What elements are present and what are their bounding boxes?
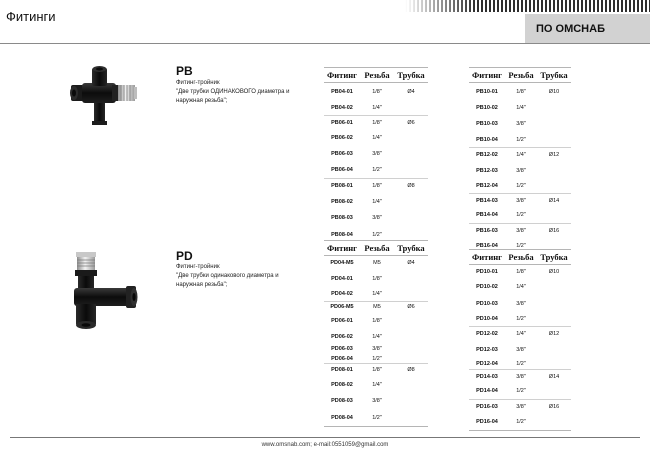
tube-diameter xyxy=(394,410,428,427)
fitting-code: PB14-04 xyxy=(476,212,498,219)
table-row xyxy=(469,313,571,327)
thread-size: 1/2" xyxy=(516,388,526,395)
fitting-code: PB08-02 xyxy=(331,198,353,205)
fitting-code: PD12-03 xyxy=(476,346,498,353)
pd-description-line1: Фитинг-тройник xyxy=(176,264,220,270)
thread-size: 1/2" xyxy=(516,316,526,323)
table-row xyxy=(324,131,428,146)
tube-diameter xyxy=(394,344,428,355)
tube-diameter: Ø6 xyxy=(394,116,428,131)
table-row xyxy=(324,163,428,179)
table-row xyxy=(469,414,571,431)
tube-diameter xyxy=(537,341,571,359)
tube-diameter: Ø14 xyxy=(537,370,571,384)
col-fitting: Фитинг xyxy=(324,68,360,83)
pd-fitting-image xyxy=(68,250,140,334)
table-row xyxy=(469,384,571,400)
table-row xyxy=(469,359,571,370)
thread-size: 1/4" xyxy=(372,334,382,340)
fitting-code: PD10-03 xyxy=(476,301,498,307)
fitting-code: PB16-03 xyxy=(469,224,505,238)
tube-diameter: Ø10 xyxy=(548,268,560,275)
pd-series-title: PD xyxy=(176,249,193,263)
fitting-code: PB06-02 xyxy=(331,135,353,141)
fitting-code: PD06-02 xyxy=(331,334,353,340)
fitting-code: PB12-02 xyxy=(469,148,505,162)
pb-table-2 xyxy=(469,67,571,255)
tube-diameter xyxy=(537,208,571,224)
fitting-code: PB04-01 xyxy=(331,88,353,95)
fitting-code: PB08-01 xyxy=(324,179,360,194)
thread-size: 1/2" xyxy=(360,410,394,427)
tube-diameter: Ø4 xyxy=(407,88,415,95)
tube-diameter xyxy=(394,194,428,210)
fitting-code: PD12-02 xyxy=(469,327,505,341)
table-row xyxy=(469,148,571,162)
table-row xyxy=(324,256,428,271)
table-row xyxy=(324,302,428,312)
thread-size: 1/2" xyxy=(516,183,526,190)
tube-diameter: Ø14 xyxy=(537,194,571,208)
fitting-code: PD06-03 xyxy=(331,346,353,352)
thread-size: 3/8" xyxy=(516,121,526,127)
fitting-code: PD10-02 xyxy=(476,284,498,290)
thread-size: 1/2" xyxy=(505,414,537,431)
fitting-code: PB08-04 xyxy=(324,227,360,244)
footer-divider xyxy=(10,437,640,438)
col-thread: Резьба xyxy=(360,68,394,83)
col-tube: Трубка xyxy=(537,250,571,265)
fitting-code: PD12-04 xyxy=(476,360,498,367)
thread-size: 1/8" xyxy=(372,88,382,95)
tube-diameter xyxy=(394,163,428,179)
fitting-code: PD08-03 xyxy=(331,398,353,404)
fitting-code: PB10-02 xyxy=(476,105,498,111)
table-row xyxy=(469,296,571,313)
fitting-code: PB04-02 xyxy=(331,104,353,111)
pb-fitting-image xyxy=(68,64,140,144)
tube-diameter xyxy=(537,296,571,313)
pb-description-line1: Фитинг-тройник xyxy=(176,80,220,86)
thread-size: 3/8" xyxy=(505,224,537,238)
table-row xyxy=(469,101,571,116)
thread-size: M5 xyxy=(360,302,394,312)
tube-diameter xyxy=(537,116,571,133)
thread-size: 1/4" xyxy=(505,327,537,341)
col-tube: Трубка xyxy=(394,241,428,256)
table-row xyxy=(324,331,428,344)
pb-description-line3: наружная резьба"; xyxy=(176,98,228,104)
table-row xyxy=(324,364,428,377)
tube-diameter xyxy=(394,271,428,287)
table-row xyxy=(469,400,571,414)
table-row xyxy=(324,194,428,210)
thread-size: 3/8" xyxy=(505,370,537,384)
thread-size: 3/8" xyxy=(372,215,382,221)
tube-diameter xyxy=(537,384,571,400)
fitting-code: PD08-02 xyxy=(331,381,353,388)
pb-description-line2: "Две трубки ОДИНАКОВОГО диаметра и xyxy=(176,89,290,95)
thread-size: 3/8" xyxy=(372,398,382,404)
table-row xyxy=(469,265,571,279)
tube-diameter xyxy=(537,162,571,180)
thread-size: 1/2" xyxy=(516,360,526,367)
fitting-code: PD14-04 xyxy=(476,388,498,395)
fitting-code: PB06-03 xyxy=(331,151,353,157)
header-stripes-fade xyxy=(405,0,475,12)
thread-size: 3/8" xyxy=(505,194,537,208)
tube-diameter xyxy=(394,312,428,331)
tube-diameter xyxy=(537,359,571,370)
table-row xyxy=(469,327,571,341)
fitting-code: PB12-04 xyxy=(476,183,498,190)
tube-diameter xyxy=(537,279,571,296)
tube-diameter: Ø16 xyxy=(537,224,571,238)
thread-size: 3/8" xyxy=(372,151,382,157)
thread-size: 1/2" xyxy=(505,238,537,255)
table-row xyxy=(469,279,571,296)
thread-size: 1/8" xyxy=(516,88,526,95)
thread-size: 3/8" xyxy=(516,167,526,174)
tube-diameter: Ø4 xyxy=(407,260,415,267)
tube-diameter xyxy=(394,355,428,364)
pb-table-1 xyxy=(324,67,428,244)
table-row xyxy=(324,179,428,194)
table-row xyxy=(469,194,571,208)
thread-size: 3/8" xyxy=(505,400,537,414)
pd-table-2 xyxy=(469,249,571,431)
thread-size: 1/8" xyxy=(360,179,394,194)
tube-diameter xyxy=(394,210,428,227)
thread-size: 1/4" xyxy=(372,381,382,388)
tube-diameter xyxy=(394,101,428,116)
table-row xyxy=(324,83,428,101)
table-row xyxy=(324,377,428,393)
tube-diameter xyxy=(537,414,571,431)
thread-size: M5 xyxy=(373,260,381,267)
thread-size: 1/4" xyxy=(372,198,382,205)
col-thread: Резьба xyxy=(505,250,537,265)
table-row xyxy=(324,410,428,427)
pd-description-line3: наружная резьба"; xyxy=(176,282,228,288)
col-tube: Трубка xyxy=(537,68,571,83)
table-row xyxy=(324,210,428,227)
tube-diameter: Ø6 xyxy=(394,302,428,312)
tube-diameter: Ø16 xyxy=(537,400,571,414)
col-fitting: Фитинг xyxy=(469,250,505,265)
col-thread: Резьба xyxy=(505,68,537,83)
pd-table-1 xyxy=(324,240,428,427)
thread-size: 1/4" xyxy=(372,135,382,141)
fitting-code: PB16-04 xyxy=(469,238,505,255)
table-row xyxy=(324,271,428,287)
fitting-code: PB12-03 xyxy=(476,167,498,174)
thread-size: 3/8" xyxy=(372,346,382,352)
thread-size: 1/4" xyxy=(372,104,382,111)
page-header xyxy=(0,0,650,44)
fitting-code: PB14-03 xyxy=(469,194,505,208)
tube-diameter xyxy=(394,146,428,163)
fitting-code: PD06-04 xyxy=(331,355,353,362)
table-row xyxy=(324,393,428,410)
thread-size: 1/4" xyxy=(505,148,537,162)
thread-size: 1/4" xyxy=(372,290,382,297)
table-row xyxy=(324,116,428,131)
tube-diameter: Ø12 xyxy=(537,148,571,162)
pd-description-line2: "Две трубки одинакового диаметра и xyxy=(176,273,279,279)
table-row xyxy=(324,101,428,116)
tube-diameter xyxy=(394,287,428,302)
fitting-code: PD04-M5 xyxy=(330,260,354,267)
table-row xyxy=(469,341,571,359)
table-row xyxy=(324,344,428,355)
table-row xyxy=(324,312,428,331)
table-row xyxy=(469,208,571,224)
table-row xyxy=(324,355,428,364)
tube-diameter: Ø10 xyxy=(548,88,560,95)
fitting-code: PD08-04 xyxy=(324,410,360,427)
table-row xyxy=(469,224,571,238)
fitting-code: PB06-04 xyxy=(331,167,353,174)
thread-size: 1/4" xyxy=(516,284,526,290)
header-divider xyxy=(0,43,650,44)
table-row xyxy=(324,287,428,302)
col-thread: Резьба xyxy=(360,241,394,256)
thread-size: 1/8" xyxy=(372,275,382,282)
thread-size: 1/2" xyxy=(372,167,382,174)
tube-diameter: Ø12 xyxy=(537,327,571,341)
thread-size: 1/8" xyxy=(360,116,394,131)
col-fitting: Фитинг xyxy=(469,68,505,83)
fitting-code: PD16-03 xyxy=(469,400,505,414)
thread-size: 1/2" xyxy=(372,355,382,362)
brand-box xyxy=(525,14,650,44)
fitting-code: PD10-01 xyxy=(476,268,498,275)
fitting-code: PD06-01 xyxy=(331,318,353,324)
fitting-code: PD08-01 xyxy=(324,364,360,377)
pb-series-title: PB xyxy=(176,64,193,78)
thread-size: 1/4" xyxy=(516,105,526,111)
fitting-code: PB10-01 xyxy=(476,88,498,95)
tube-diameter xyxy=(394,131,428,146)
fitting-code: PD06-M5 xyxy=(324,302,360,312)
tube-diameter: Ø8 xyxy=(394,364,428,377)
thread-size: 1/2" xyxy=(360,227,394,244)
col-tube: Трубка xyxy=(394,68,428,83)
tube-diameter xyxy=(537,101,571,116)
table-row xyxy=(469,370,571,384)
thread-size: 1/2" xyxy=(516,212,526,219)
fitting-code: PB10-03 xyxy=(476,121,498,127)
fitting-code: PD10-04 xyxy=(476,316,498,323)
tube-diameter: Ø8 xyxy=(394,179,428,194)
col-fitting: Фитинг xyxy=(324,241,360,256)
thread-size: 3/8" xyxy=(516,346,526,353)
tube-diameter xyxy=(537,180,571,194)
table-row xyxy=(469,180,571,194)
page-title: Фитинги xyxy=(6,9,56,24)
tube-diameter xyxy=(394,393,428,410)
fitting-code: PB08-03 xyxy=(331,215,353,221)
thread-size: 1/8" xyxy=(516,268,526,275)
tube-diameter xyxy=(537,133,571,148)
thread-size: 1/8" xyxy=(372,318,382,324)
fitting-code: PB06-01 xyxy=(324,116,360,131)
fitting-code: PD04-02 xyxy=(331,290,353,297)
table-row xyxy=(324,146,428,163)
table-row xyxy=(469,133,571,148)
brand-name: ПО ОМСНАБ xyxy=(536,23,605,35)
thread-size: 1/8" xyxy=(360,364,394,377)
fitting-code: PD14-03 xyxy=(469,370,505,384)
tube-diameter xyxy=(537,313,571,327)
fitting-code: PD04-01 xyxy=(331,275,353,282)
thread-size: 1/2" xyxy=(516,136,526,143)
thread-size: 3/8" xyxy=(516,301,526,307)
tube-diameter xyxy=(394,377,428,393)
table-row xyxy=(469,162,571,180)
fitting-code: PD16-04 xyxy=(469,414,505,431)
table-row xyxy=(469,116,571,133)
tube-diameter xyxy=(394,331,428,344)
fitting-code: PB10-04 xyxy=(476,136,498,143)
table-row xyxy=(469,83,571,101)
footer-contacts: www.omsnab.com; e-mail:0551059@gmail.com xyxy=(261,442,389,448)
